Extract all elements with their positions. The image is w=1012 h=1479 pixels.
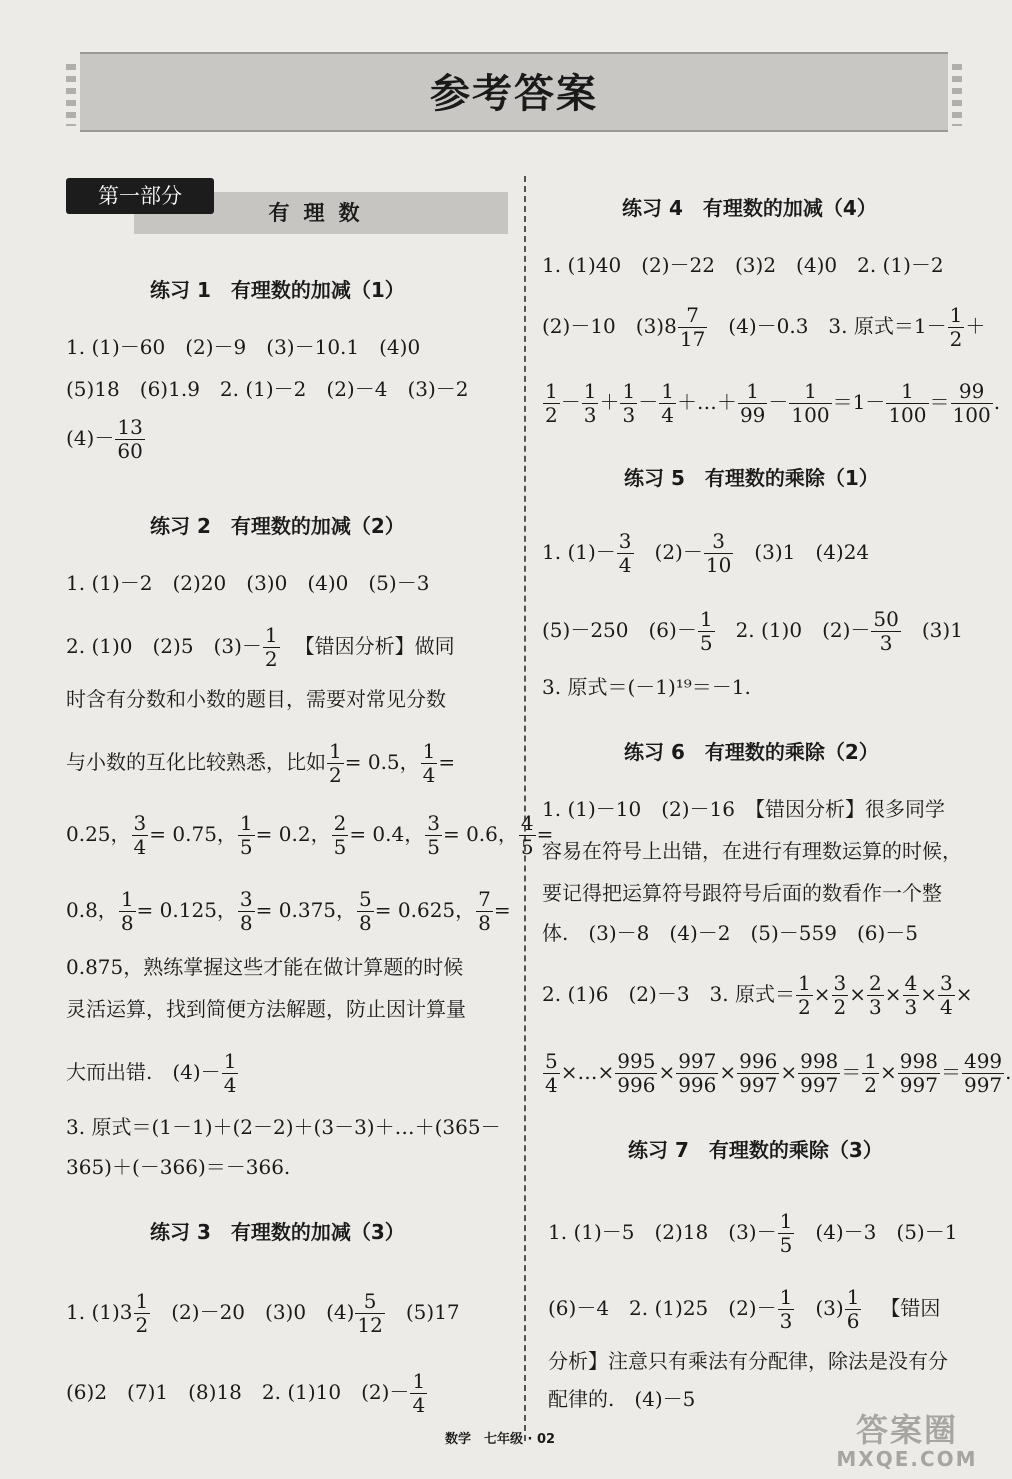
exercise-4-heading: 练习 4 有理数的加减（4） xyxy=(622,196,877,220)
ex6-line3: 要记得把运算符号跟符号后面的数看作一个整 xyxy=(542,881,942,905)
ex5-line2: (5)－250 (6)－ $\frac{1}{5}$ 2. (1)0 (2)－ $\frac{50}{3}$ (3)1 xyxy=(542,607,963,655)
banner-left-edge xyxy=(66,58,76,126)
section-title: 有理数 xyxy=(134,192,508,234)
exercise-1-heading: 练习 1 有理数的加减（1） xyxy=(150,278,405,302)
ex5-line3: 3. 原式＝(－1)¹⁹＝－1. xyxy=(542,675,751,699)
ex1-line1: 1. (1)－60 (2)－9 (3)－10.1 (4)0 xyxy=(66,335,421,359)
ex7-line4: 配律的. (4)－5 xyxy=(548,1387,696,1411)
ex2-line10: 3. 原式＝(1－1)＋(2－2)＋(3－3)＋…＋(365－ xyxy=(66,1115,501,1139)
ex2-line9: 大而出错. (4)－ $\frac{1}{4}$ xyxy=(66,1049,237,1097)
watermark-logo: 答案圈 MXQE.COM xyxy=(836,1411,978,1471)
ex4-line2: (2)－10 (3)8 $\frac{7}{17}$ (4)－0.3 3. 原式＝1－ $\frac{1}{2}$ ＋ xyxy=(542,303,986,351)
exercise-5-heading: 练习 5 有理数的乘除（1） xyxy=(624,466,879,490)
ex2-line7: 0.875，熟练掌握这些才能在做计算题的时候 xyxy=(66,955,464,979)
ex2-line4: 与小数的互化比较熟悉，比如 $\frac{1}{2}$ = 0.5， $\frac{1}{4}$ = xyxy=(66,739,456,787)
ex5-line1: 1. (1)－ $\frac{3}{4}$ (2)－ $\frac{3}{10}$ (3)1 (4)24 xyxy=(542,529,870,577)
ex3-line1: 1. (1)3 $\frac{1}{2}$ (2)－20 (3)0 (4) $\frac{5}{12}$ (5)17 xyxy=(66,1289,460,1337)
answer-banner xyxy=(80,52,948,132)
fraction: $\frac{1}{2}$ xyxy=(264,623,278,671)
text: (4)－ xyxy=(66,426,115,450)
ex3-line2: (6)2 (7)1 (8)18 2. (1)10 (2)－ $\frac{1}{4}$ xyxy=(66,1369,426,1417)
ex1-line3 xyxy=(66,416,146,463)
exercise-2-heading: 练习 2 有理数的加减（2） xyxy=(150,514,405,538)
ex7-line1: 1. (1)－5 (2)18 (3)－ $\frac{1}{5}$ (4)－3 (5)－1 xyxy=(548,1209,958,1257)
exercise-3-heading: 练习 3 有理数的加减（3） xyxy=(150,1220,405,1244)
ex4-line3: $\frac{1}{2}$ － $\frac{1}{3}$ ＋ $\frac{1}{3}$ － $\frac{1}{4}$ ＋…＋ $\frac{1}{99}$ － $\frac{1}{100}$ ＝1－ $\frac{1}{100}$ ＝ $\frac{99}{100}$ . xyxy=(545,379,1001,427)
ex6-line6: $\frac{5}{4}$ ×…× $\frac{995}{996}$ × $\frac{997}{996}$ × $\frac{996}{997}$ × $\frac{998}{997}$ ＝ $\frac{1}{2}$ × $\frac{998}{997}$ ＝ $\frac{499}{997}$ . xyxy=(545,1049,1012,1097)
ex2-line6: 0.8， $\frac{1}{8}$ = 0.125， $\frac{3}{8}$ = 0.375， $\frac{5}{8}$ = 0.625， $\frac{7}{8}$ = xyxy=(66,887,511,935)
ex6-line4: 体. (3)－8 (4)－2 (5)－559 (6)－5 xyxy=(542,921,919,945)
ex2-line5: 0.25， $\frac{3}{4}$ = 0.75， $\frac{1}{5}$ = 0.2， $\frac{2}{5}$ = 0.4， $\frac{3}{5}$ = 0.6， $\frac{4}{5}$ = xyxy=(66,811,554,859)
ex2-line3: 时含有分数和小数的题目，需要对常见分数 xyxy=(66,687,446,711)
ex7-line2: (6)－4 2. (1)25 (2)－ $\frac{1}{3}$ (3) $\frac{1}{6}$ 【错因 xyxy=(548,1285,941,1333)
banner-right-edge xyxy=(952,58,962,126)
ex6-line2: 容易在符号上出错，在进行有理数运算的时候， xyxy=(542,839,962,863)
ex2-line8: 灵活运算，找到简便方法解题，防止因计算量 xyxy=(66,997,466,1021)
ex1-line2: (5)18 (6)1.9 2. (1)－2 (2)－4 (3)－2 xyxy=(66,377,469,401)
exercise-7-heading: 练习 7 有理数的乘除（3） xyxy=(628,1138,883,1162)
ex6-line5: 2. (1)6 (2)－3 3. 原式＝ $\frac{1}{2}$ × $\frac{3}{2}$ × $\frac{2}{3}$ × $\frac{4}{3}$ × $\frac{3}{4}$ × xyxy=(542,971,973,1019)
page-footer: 数学 七年级 · 02 xyxy=(444,1432,556,1447)
ex7-line3: 分析】注意只有乘法有分配律，除法是没有分 xyxy=(548,1349,948,1373)
ex4-line1: 1. (1)40 (2)－22 (3)2 (4)0 2. (1)－2 xyxy=(542,253,944,277)
part-label: 第一部分 xyxy=(66,178,214,214)
ex2-line1: 1. (1)－2 (2)20 (3)0 (4)0 (5)－3 xyxy=(66,571,430,595)
page-title: 参考答案 xyxy=(430,71,598,117)
exercise-6-heading: 练习 6 有理数的乘除（2） xyxy=(624,740,879,764)
ex6-line1: 1. (1)－10 (2)－16 【错因分析】很多同学 xyxy=(542,797,945,821)
ex2-line2: 2. (1)0 (2)5 (3)－ $\frac{1}{2}$ 【错因分析】做同 xyxy=(66,623,455,671)
ex2-line11: 365)＋(－366)＝－366. xyxy=(66,1155,291,1179)
column-divider xyxy=(524,176,526,1441)
fraction: $\frac{13}{60}$ xyxy=(117,415,143,463)
